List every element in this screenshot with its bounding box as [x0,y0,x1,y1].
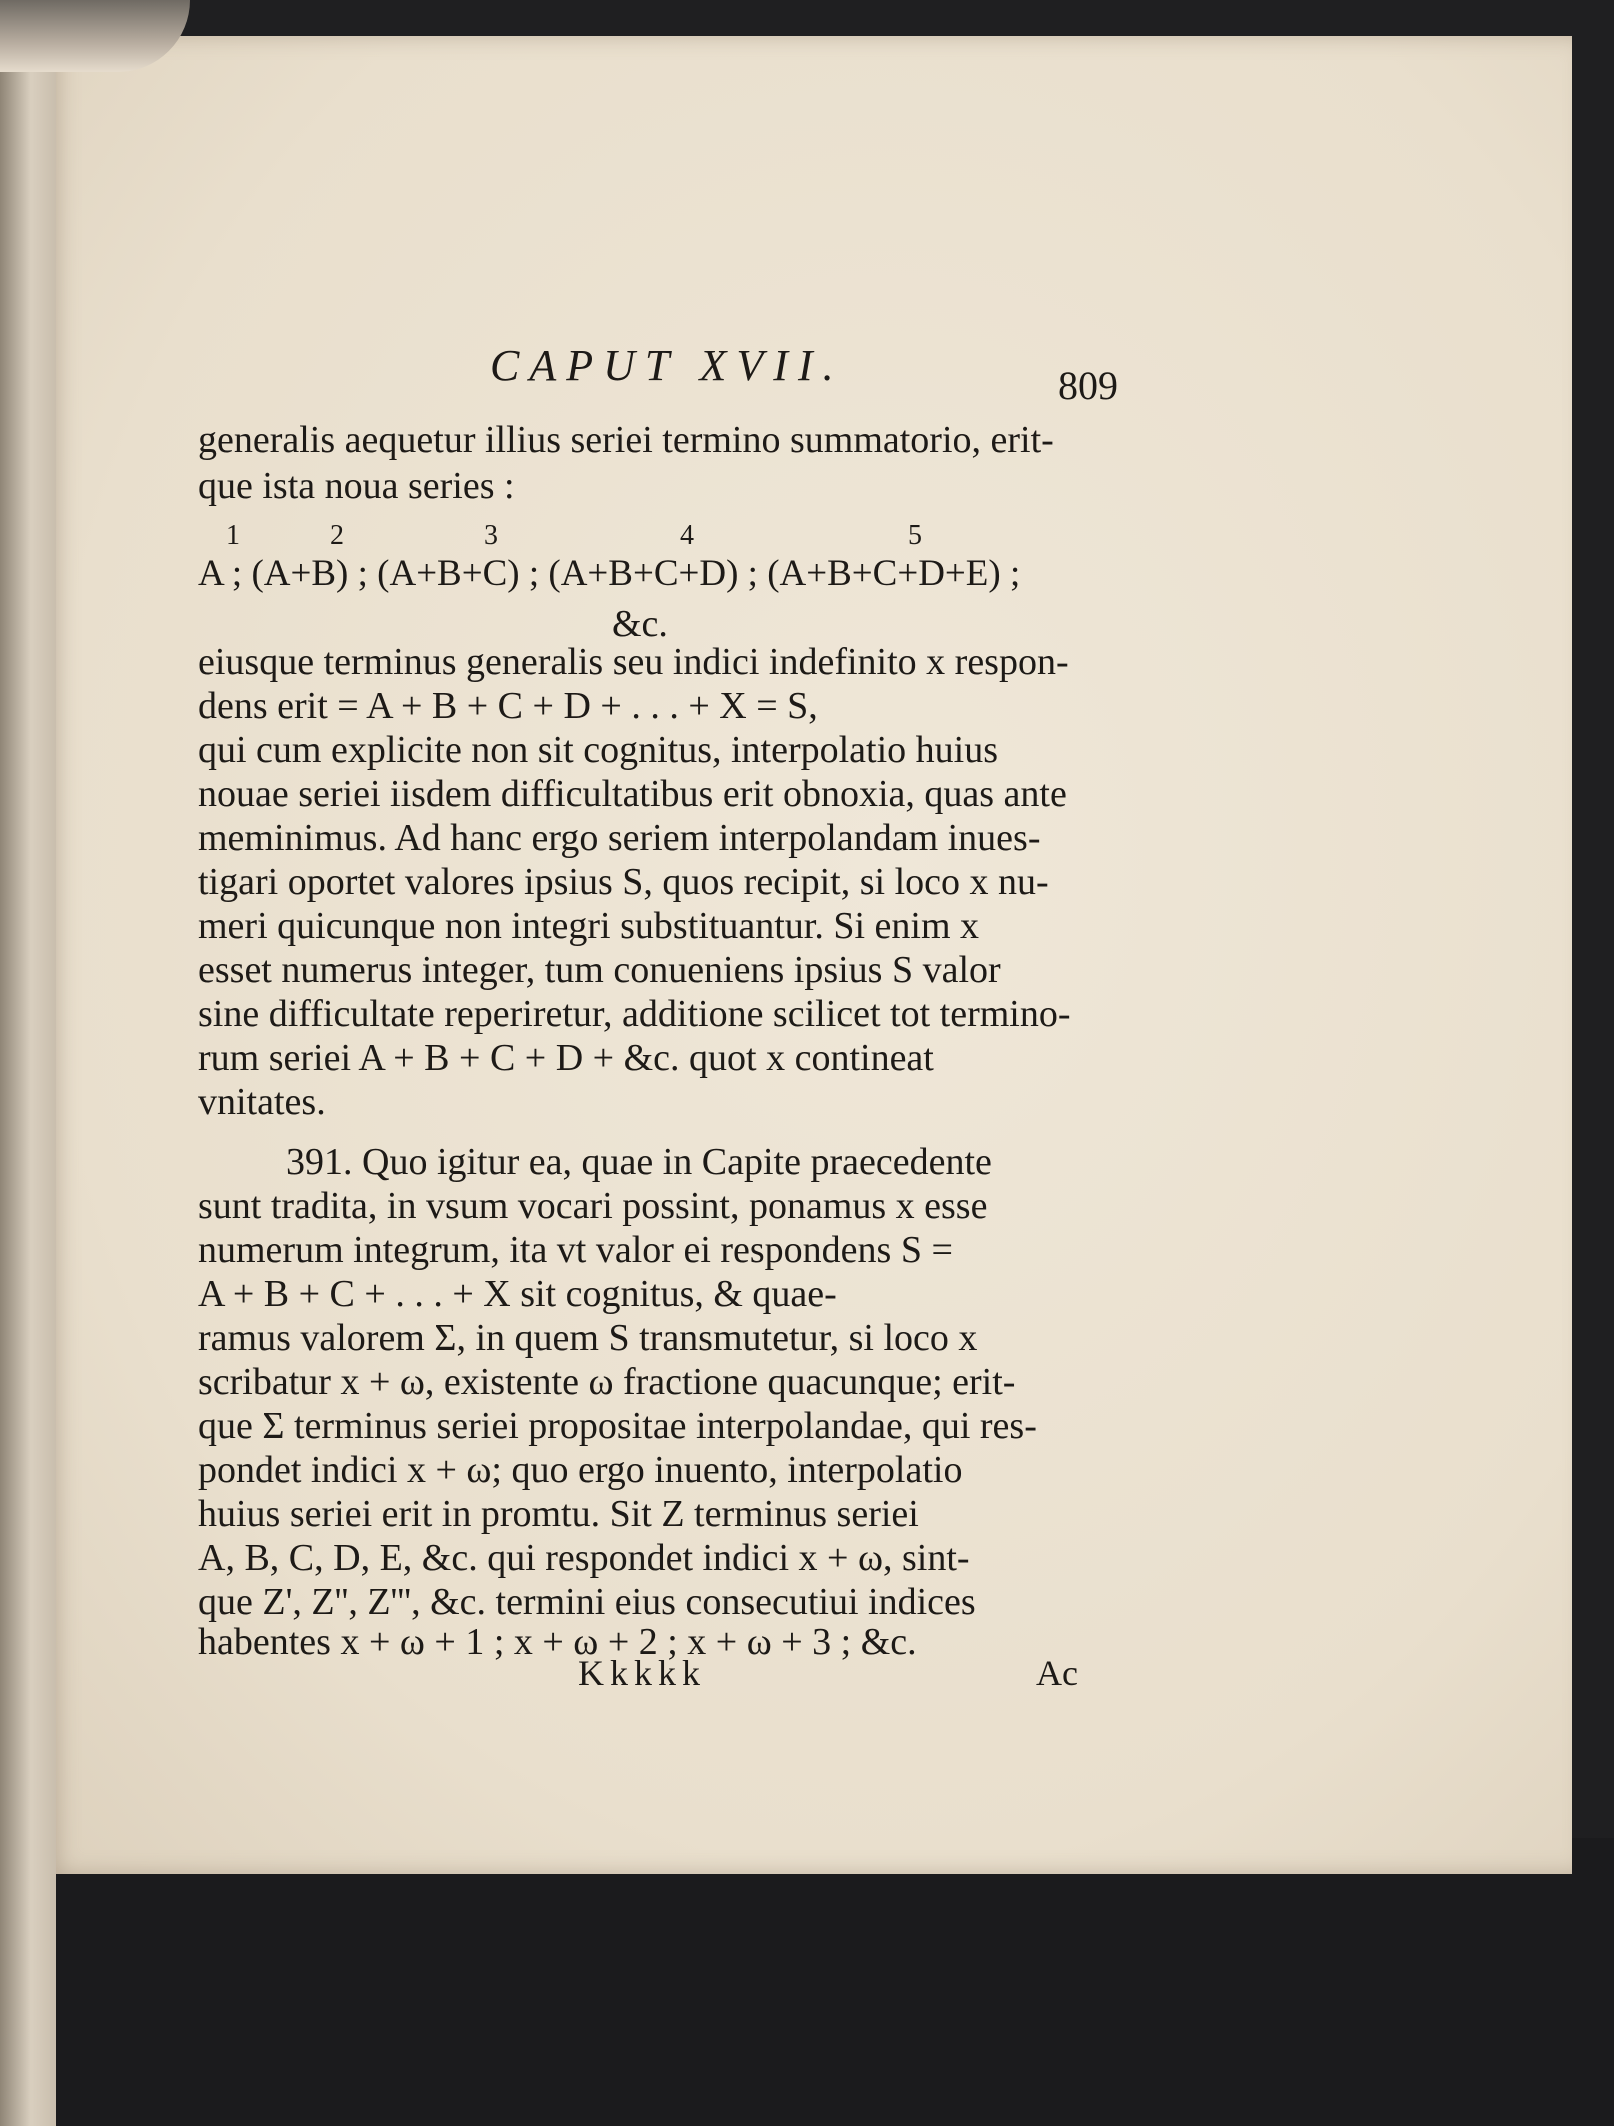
text-line: nouae seriei iisdem difficultatibus erit obnoxia, quas ante [198,773,1067,815]
text-line: sunt tradita, in vsum vocari possint, ponamus x esse [198,1185,988,1227]
series-index: 3 [484,520,498,551]
text-line: que ista noua series : [198,465,515,507]
text-line: huius seriei erit in promtu. Sit Z terminus seriei [198,1493,919,1535]
text-line: meri quicunque non integri substituantur. Si enim x [198,905,980,947]
book-spine [0,0,56,2126]
text-line: eiusque terminus generalis seu indici indefinito x respon- [198,641,1069,683]
running-head: CAPUT XVII. [490,341,844,390]
text-line: dens erit = A + B + C + D + . . . + X = S, [198,685,818,727]
text-line: A + B + C + . . . + X sit cognitus, & quae- [198,1273,837,1315]
text-line: sine difficultate reperiretur, additione scilicet tot termino- [198,993,1071,1035]
text-line: pondet indici x + ω; quo ergo inuento, interpolatio [198,1449,963,1491]
text-line: rum seriei A + B + C + D + &c. quot x contineat [198,1037,934,1079]
text-line: numerum integrum, ita vt valor ei respondens S = [198,1229,953,1271]
paragraph-start: 391. Quo igitur ea, quae in Capite praecedente [286,1141,992,1183]
text-line: scribatur x + ω, existente ω fractione quacunque; erit- [198,1361,1016,1403]
text-line: vnitates. [198,1081,326,1123]
text-line: esset numerus integer, tum conueniens ipsius S valor [198,949,1001,991]
text-line: meminimus. Ad hanc ergo seriem interpolandam inues- [198,817,1041,859]
series-formula: A ; (A+B) ; (A+B+C) ; (A+B+C+D) ; (A+B+C+D+E) ; [198,553,1021,594]
signature-mark: Kkkkk [578,1653,706,1693]
catchword: Ac [1036,1653,1078,1693]
dark-background [0,1838,1614,2126]
page-number: 809 [1058,363,1118,408]
text-line: tigari oportet valores ipsius S, quos recipit, si loco x nu- [198,861,1049,903]
text-line: A, B, C, D, E, &c. qui respondet indici x + ω, sint- [198,1537,970,1579]
text-line: ramus valorem Σ, in quem S transmutetur, si loco x [198,1317,978,1359]
series-etc: &c. [612,603,668,645]
series-index: 4 [680,520,694,551]
series-index: 1 [226,520,240,551]
series-index: 2 [330,520,344,551]
text-line: qui cum explicite non sit cognitus, interpolatio huius [198,729,999,771]
text-line: generalis aequetur illius seriei termino summatorio, erit- [198,419,1054,461]
text-line: que Z', Z'', Z''', &c. termini eius consecutiui indices [198,1581,976,1623]
text-line: habentes x + ω + 1 ; x + ω + 2 ; x + ω + 3 ; &c. [198,1621,917,1663]
text-line: que Σ terminus seriei propositae interpolandae, qui res- [198,1405,1037,1447]
series-index: 5 [908,520,922,551]
